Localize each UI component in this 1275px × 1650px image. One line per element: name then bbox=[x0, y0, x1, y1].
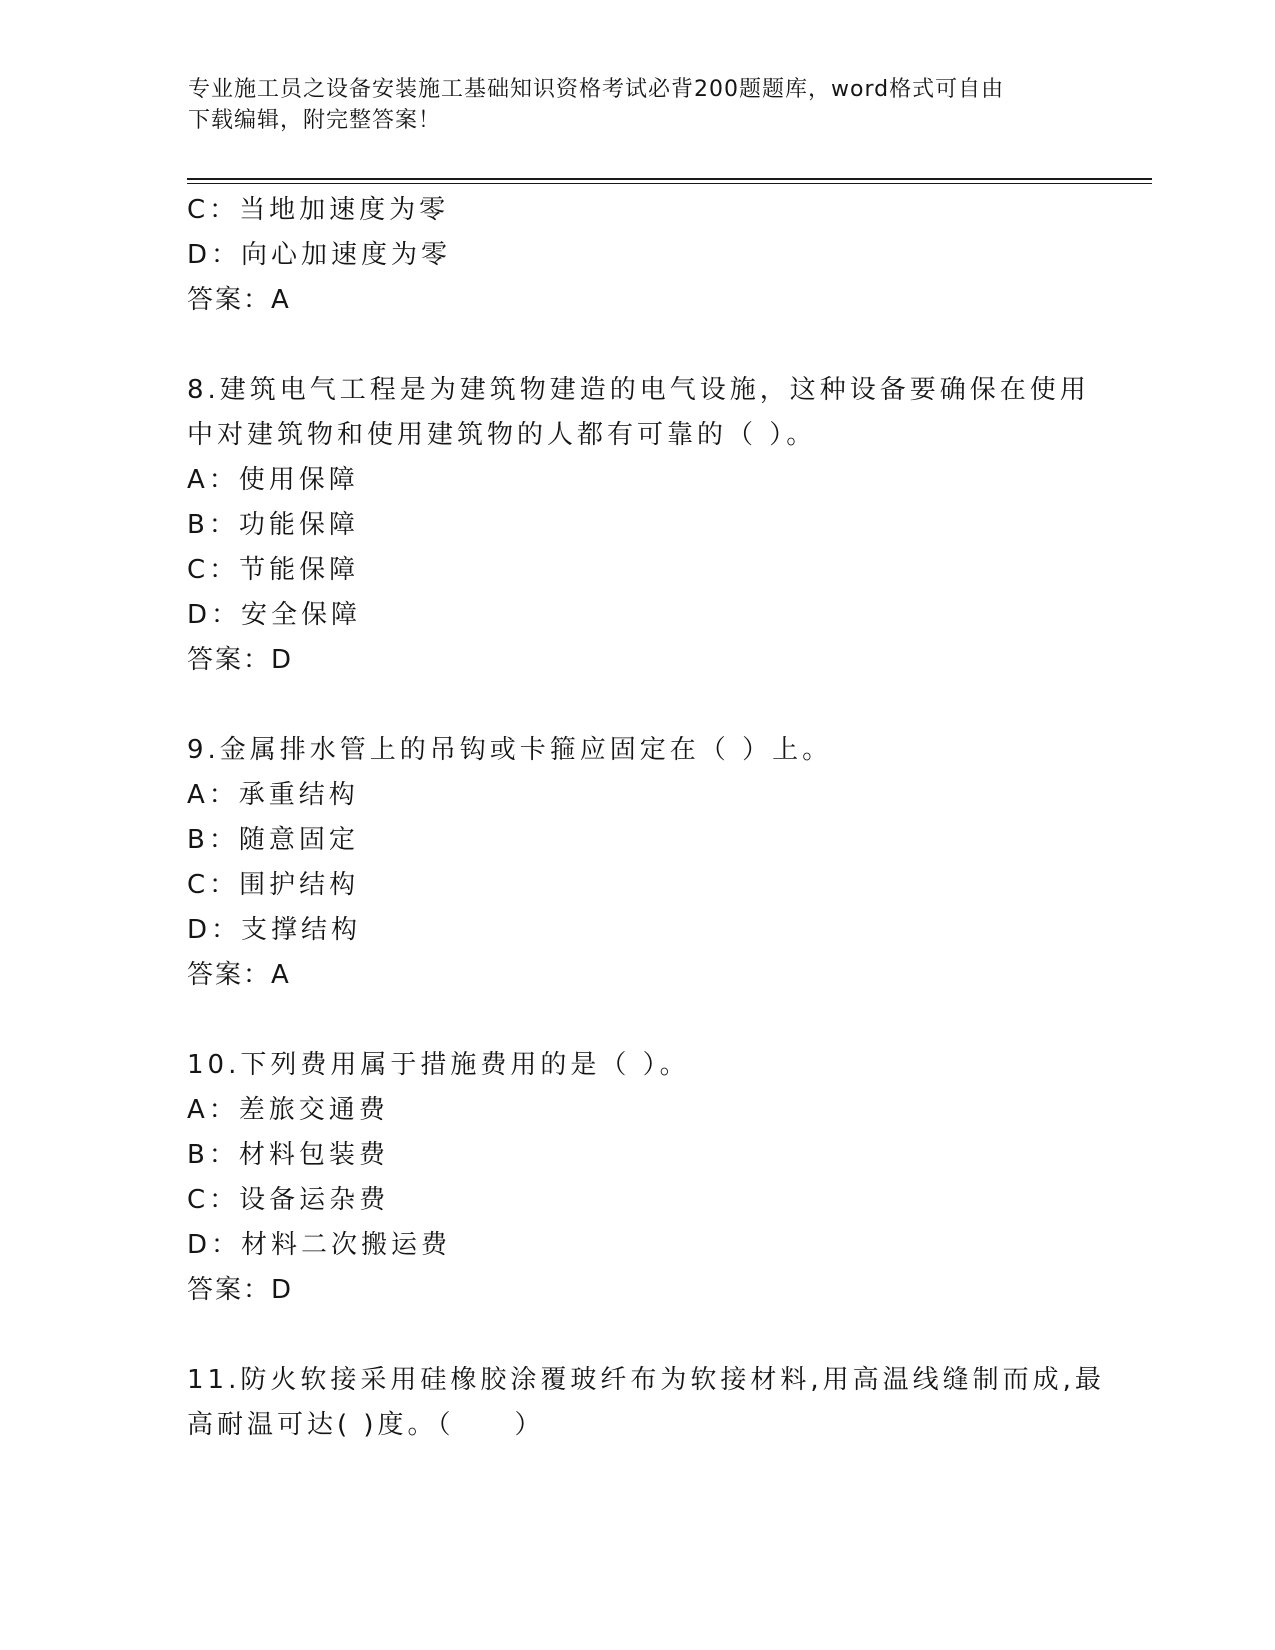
header-line-1: 专业施工员之设备安装施工基础知识资格考试必背200题题库，word格式可自由 bbox=[188, 77, 1005, 102]
q8-stem-line-2: 中对建筑物和使用建筑物的人都有可靠的（ ）。 bbox=[187, 420, 817, 450]
q9-option-c: C：围护结构 bbox=[187, 870, 360, 900]
q10-option-a: A：差旅交通费 bbox=[187, 1095, 389, 1125]
q8-option-b: B：功能保障 bbox=[187, 510, 359, 540]
q10-option-c: C：设备运杂费 bbox=[187, 1185, 390, 1215]
q9-answer: 答案：A bbox=[187, 960, 291, 990]
q9-option-d: D：支撑结构 bbox=[187, 915, 362, 945]
q9-option-a: A：承重结构 bbox=[187, 780, 359, 810]
q11-stem-line-2: 高耐温可达( )度。（ ） bbox=[187, 1410, 545, 1440]
q7-answer: 答案：A bbox=[187, 285, 291, 315]
q11-stem-line-1: 11.防火软接采用硅橡胶涂覆玻纤布为软接材料,用高温线缝制而成,最 bbox=[187, 1365, 1105, 1395]
q10-stem-line-1: 10.下列费用属于措施费用的是（ ）。 bbox=[187, 1050, 690, 1080]
header-divider-thick bbox=[187, 178, 1152, 180]
q10-answer: 答案：D bbox=[187, 1275, 294, 1305]
q8-stem-line-1: 8.建筑电气工程是为建筑物建造的电气设施，这种设备要确保在使用 bbox=[187, 375, 1090, 405]
header-line-2: 下载编辑，附完整答案！ bbox=[188, 108, 442, 133]
q8-answer: 答案：D bbox=[187, 645, 294, 675]
q9-option-b: B：随意固定 bbox=[187, 825, 359, 855]
q8-option-c: C：节能保障 bbox=[187, 555, 360, 585]
q10-option-d: D：材料二次搬运费 bbox=[187, 1230, 452, 1260]
q8-option-a: A：使用保障 bbox=[187, 465, 359, 495]
document-header bbox=[188, 74, 1068, 136]
q9-stem-line-1: 9.金属排水管上的吊钩或卡箍应固定在（ ）上。 bbox=[187, 735, 833, 765]
q10-option-b: B：材料包装费 bbox=[187, 1140, 389, 1170]
header-divider-thin bbox=[187, 183, 1152, 184]
q7-option-d: D：向心加速度为零 bbox=[187, 240, 452, 270]
q8-option-d: D：安全保障 bbox=[187, 600, 362, 630]
q7-option-c: C：当地加速度为零 bbox=[187, 195, 450, 225]
